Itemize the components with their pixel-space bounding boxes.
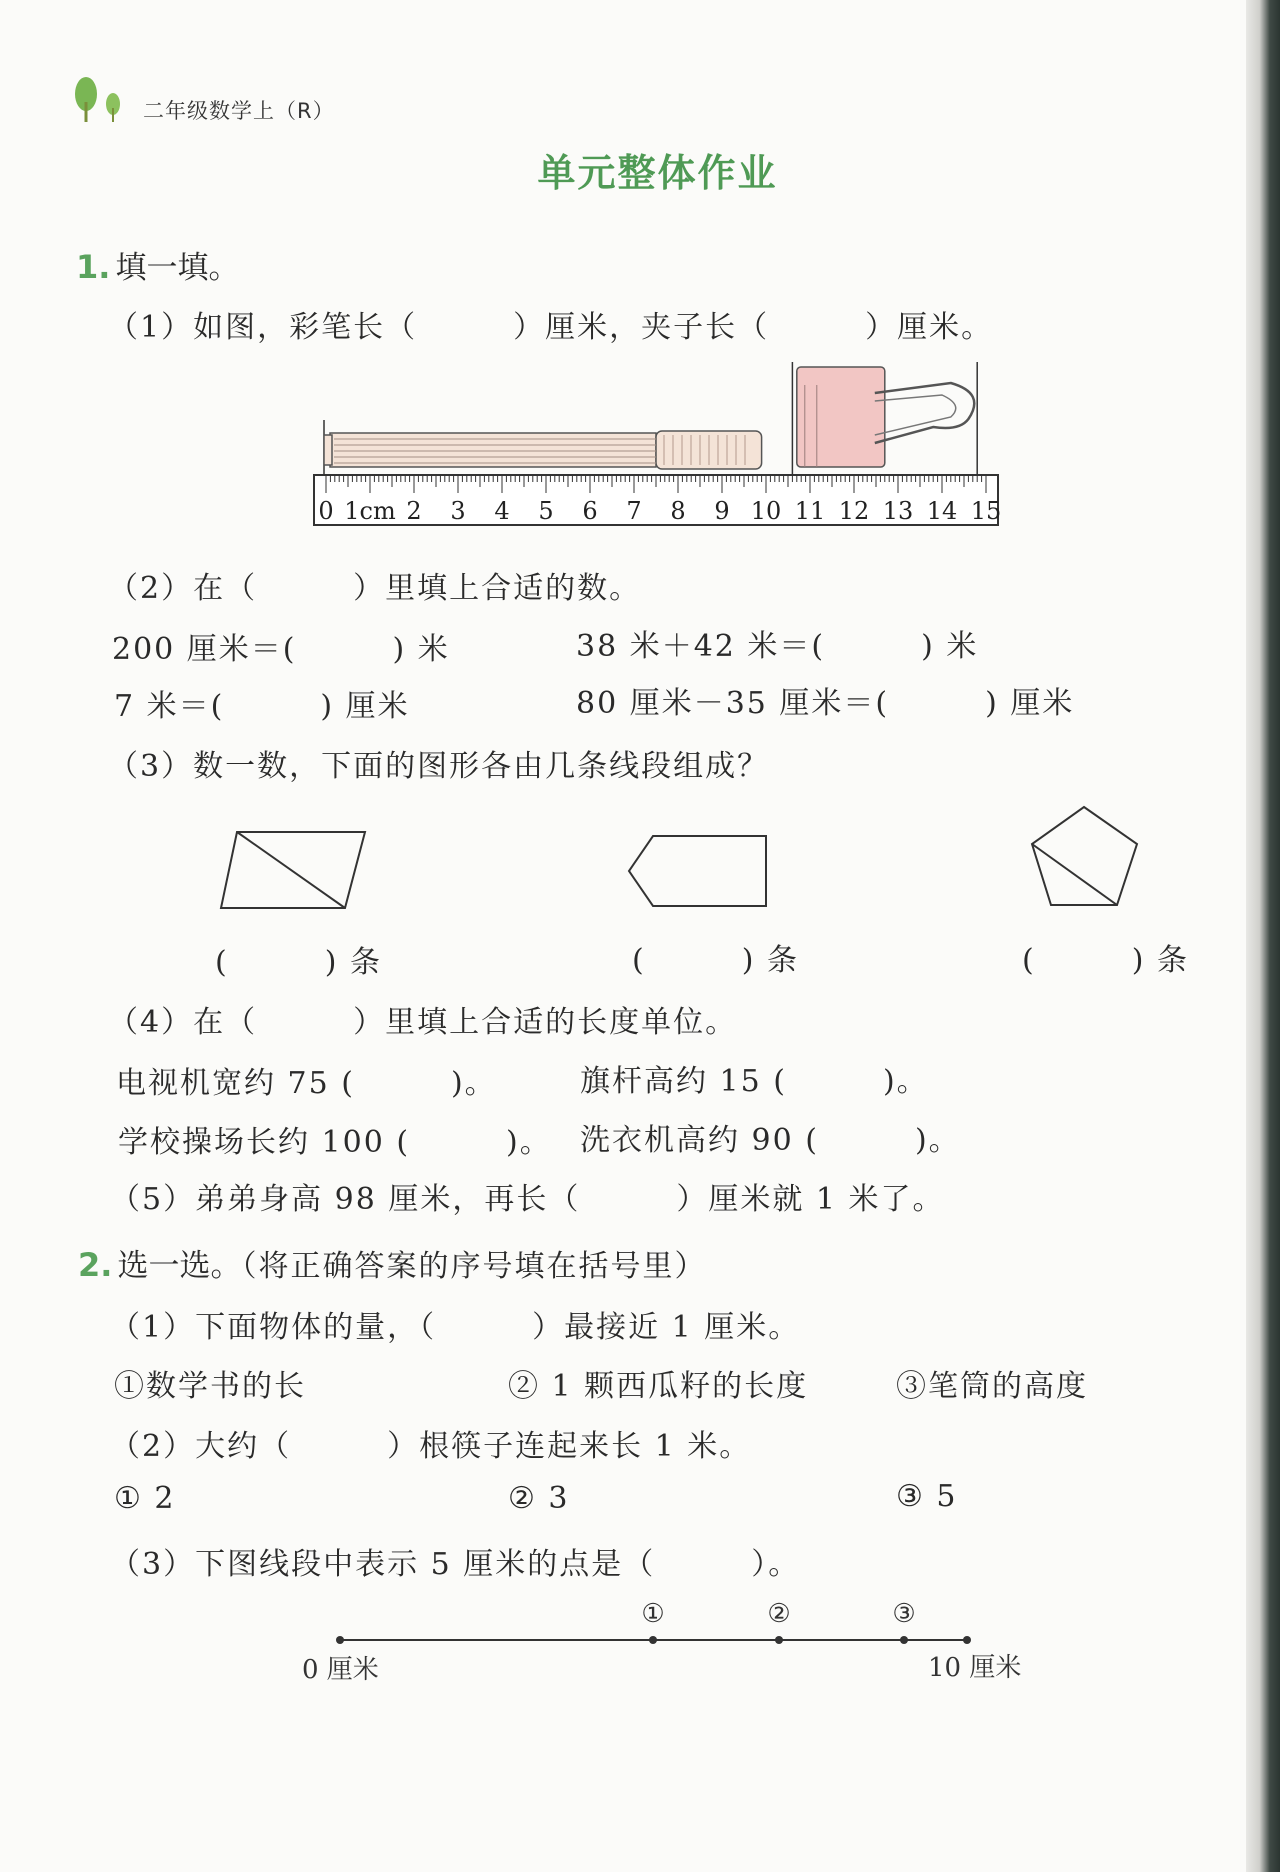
q1-part5-text: （5）弟弟身高 98 厘米，再长（ ）厘米就 1 米了。 <box>110 1182 945 1217</box>
q2-part2-option2[interactable]: ② 3 <box>508 1481 570 1516</box>
q2-part3-text: （3）下图线段中表示 5 厘米的点是（ ）。 <box>110 1547 801 1582</box>
line-mark-2: ② <box>767 1599 791 1629</box>
q1-part4-a: 电视机宽约 75 ( )。 <box>116 1066 497 1101</box>
tree-icon <box>72 76 122 128</box>
ruler-label: 3 <box>450 497 466 525</box>
ruler-label: 5 <box>538 497 554 525</box>
shape3-answer-blank[interactable]: ( ) 条 <box>1022 943 1189 978</box>
question-2-label: 选一选。 <box>117 1248 242 1284</box>
ruler-label: 1cm <box>344 497 396 525</box>
question-1-heading <box>76 242 240 287</box>
ruler-label: 4 <box>494 497 510 525</box>
q2-part2-text: （2）大约（ ）根筷子连起来长 1 米。 <box>110 1429 752 1464</box>
question-2-heading <box>78 1240 707 1285</box>
q1-part2-d: 80 厘米－35 厘米＝( ) 厘米 <box>576 686 1075 721</box>
q1-part4-c: 学校操场长约 100 ( )。 <box>118 1125 552 1160</box>
line-end-label: 10 厘米 <box>928 1653 1022 1683</box>
line-segment-figure <box>300 1590 1040 1700</box>
pen-body <box>330 433 656 467</box>
q2-part1-option2[interactable]: ② 1 颗西瓜籽的长度 <box>508 1369 809 1404</box>
line-mark-3: ③ <box>892 1599 916 1629</box>
ruler-label: 12 <box>838 497 870 525</box>
line-start-label: 0 厘米 <box>302 1655 379 1685</box>
pentagon-arrow-shape <box>625 832 775 922</box>
page-title: 单元整体作业 <box>537 151 778 195</box>
parallelogram-shape <box>215 828 375 928</box>
ruler-figure <box>310 355 1010 535</box>
ruler-label: 13 <box>882 497 914 525</box>
ruler-label: 10 <box>750 497 782 525</box>
line-mark-1: ① <box>641 1599 665 1629</box>
ruler-label: 6 <box>582 497 598 525</box>
page-edge <box>1246 0 1280 1872</box>
q2-part1-option3[interactable]: ③笔筒的高度 <box>896 1369 1088 1404</box>
clip-wire-top <box>875 383 974 443</box>
ruler-label: 2 <box>406 497 422 525</box>
shape1-answer-blank[interactable]: ( ) 条 <box>215 945 382 980</box>
question-2-number: 2. <box>78 1246 113 1284</box>
ruler-label: 14 <box>926 497 958 525</box>
q1-part2-text: （2）在（ ）里填上合适的数。 <box>108 571 642 606</box>
ruler-label: 9 <box>714 497 730 525</box>
q1-part1-text: （1）如图，彩笔长（ ）厘米，夹子长（ ）厘米。 <box>108 310 994 345</box>
q1-part2-a: 200 厘米＝( ) 米 <box>112 632 450 667</box>
regular-pentagon-shape <box>1030 804 1150 914</box>
q1-part2-c: 7 米＝( ) 厘米 <box>114 689 410 724</box>
clip-body <box>797 367 885 467</box>
question-2-hint: （将正确答案的序号填在括号里） <box>241 1249 707 1284</box>
ruler-label: 15 <box>970 497 1002 525</box>
book-header: 二年级数学上（R） <box>143 99 335 123</box>
q1-part4-d: 洗衣机高约 90 ( )。 <box>580 1123 961 1158</box>
question-1-number: 1. <box>76 248 111 286</box>
ruler-label: 7 <box>626 497 642 525</box>
q1-part2-b: 38 米＋42 米＝( ) 米 <box>576 629 979 664</box>
q1-part3-text: （3）数一数，下面的图形各由几条线段组成？ <box>108 749 770 784</box>
q2-part1-text: （1）下面物体的量，（ ）最接近 1 厘米。 <box>110 1310 801 1345</box>
ruler-label: 11 <box>794 497 826 525</box>
q2-part2-option3[interactable]: ③ 5 <box>896 1479 958 1514</box>
question-1-label: 填一填。 <box>115 250 240 286</box>
q2-part1-option1[interactable]: ①数学书的长 <box>114 1369 306 1404</box>
pen-tip <box>324 435 332 465</box>
q1-part4-b: 旗杆高约 15 ( )。 <box>580 1064 929 1099</box>
q1-part4-text: （4）在（ ）里填上合适的长度单位。 <box>108 1005 738 1040</box>
q2-part2-option1[interactable]: ① 2 <box>114 1481 176 1516</box>
ruler-label: 8 <box>670 497 686 525</box>
ruler-label: 0 <box>318 497 334 525</box>
shape2-answer-blank[interactable]: ( ) 条 <box>632 943 799 978</box>
